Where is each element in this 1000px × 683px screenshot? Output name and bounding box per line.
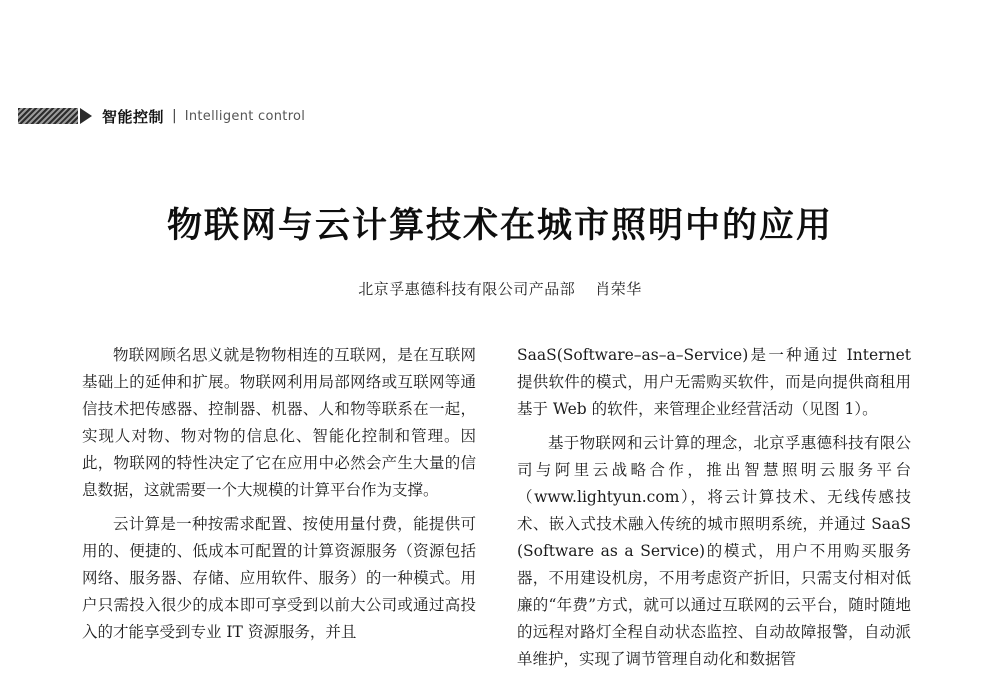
section-separator: | (172, 108, 177, 124)
article-title: 物联网与云计算技术在城市照明中的应用 (166, 206, 833, 246)
section-name-en: Intelligent control (184, 108, 306, 124)
byline-author: 肖荣华 (595, 280, 642, 298)
paragraph: 云计算是一种按需求配置、按使用量付费，能提供可用的、便捷的、低成本可配置的计算资源服务（资源包括网络、服务器、存储、应用软件、服务）的一种模式。用户只需投入很少的成本即可享受到以前大公司或通过高投入的才能享受到专业 IT 资源服务，并且 (82, 515, 476, 641)
paragraph: 物联网顾名思义就是物物相连的互联网，是在互联网基础上的延伸和扩展。物联网利用局部网络或互联网等通信技术把传感器、控制器、机器、人和物等联系在一起，实现人对物、物对物的信息化、智能化控制和管理。因此，物联网的特性决定了它在应用中必然会产生大量的信息数据，这就需要一个大规模的计算平台作为支撑。 (82, 346, 476, 499)
right-column (517, 342, 911, 680)
section-name-cn: 智能控制 (102, 107, 165, 126)
paragraph: 基于物联网和云计算的理念，北京孚惠德科技有限公司与阿里云战略合作，推出智慧照明云服务平台（www.lightyun.com），将云计算技术、无线传感技术、嵌入式技术融入传统的城市照明系统，并通过 SaaS (Software as a Service)的模式，用户不用购买服务器，不用建设机房，不用考虑资产折旧，只需支付相对低廉的“年费”方式，就可以通过互联网的云平台，随时随地的远程对路灯全程自动状态监控、自动故障报警，自动派单维护，实现了调节管理自动化和数据管 (517, 434, 911, 668)
byline (0, 278, 1000, 299)
chevron-right-icon (80, 108, 92, 124)
section-marker-bar (18, 108, 78, 124)
left-column (82, 342, 476, 653)
section-tag (18, 105, 305, 127)
paragraph: SaaS(Software–as–a–Service)是一种通过 Internet 提供软件的模式，用户无需购买软件，而是向提供商租用基于 Web 的软件，来管理企业经营活动（见图 1）。 (517, 346, 911, 418)
byline-organization: 北京孚惠德科技有限公司产品部 (358, 280, 576, 298)
